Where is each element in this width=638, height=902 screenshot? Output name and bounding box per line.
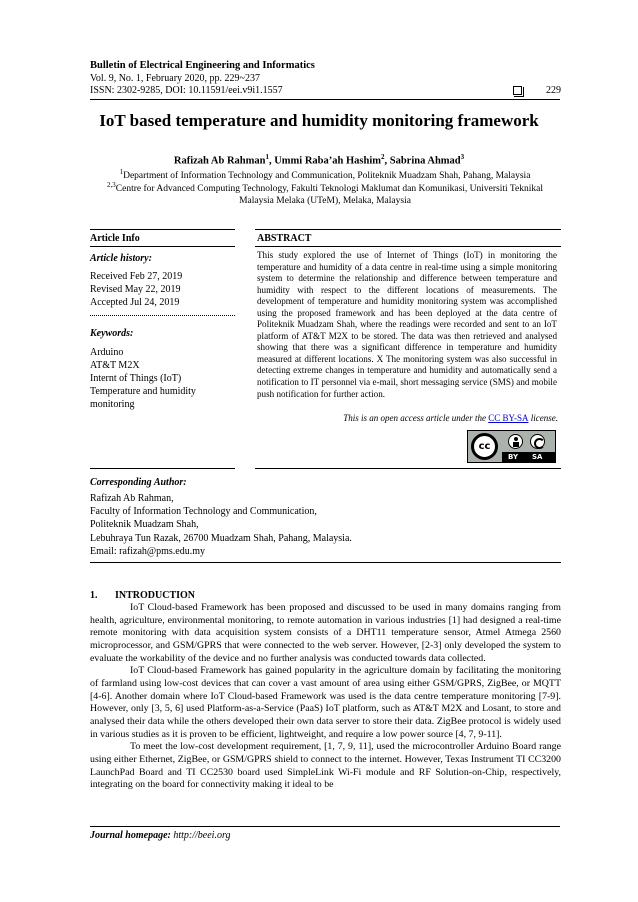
keyword-item: Temperature and humidity — [90, 386, 196, 397]
introduction-body — [90, 602, 561, 792]
license-suffix: license. — [528, 413, 558, 423]
keyword-item: monitoring — [90, 399, 135, 410]
cc-sa-icon — [530, 434, 545, 449]
introduction-heading — [90, 590, 195, 601]
history-item: Accepted Jul 24, 2019 — [90, 297, 180, 308]
corresponding-line: Politeknik Muadzam Shah, — [90, 519, 199, 531]
abstract-head-rule — [255, 246, 561, 247]
cc-logo-icon: cc — [471, 433, 498, 460]
corresponding-line: Lebuhraya Tun Razak, 26700 Muadzam Shah, Pahang, Malaysia. — [90, 532, 352, 544]
corresponding-lines — [90, 492, 352, 558]
author-name: Ummi Raba’ah Hashim — [274, 155, 381, 167]
author-name: Rafizah Ab Rahman — [173, 155, 266, 167]
corresponding-line: Faculty of Information Technology and Communication, — [90, 506, 317, 518]
journal-issn: ISSN: 2302-9285, DOI: 10.11591/eei.v9i1.1557 — [90, 85, 283, 96]
keyword-item: Arduino — [90, 347, 124, 358]
corresponding-bottom-rule — [90, 562, 561, 563]
cc-by-label: BY — [508, 453, 519, 461]
keyword-item: Internt of Things (IoT) — [90, 373, 182, 384]
abstract-top-rule — [255, 229, 561, 230]
box-icon — [513, 86, 522, 95]
author-sup: 1 — [265, 153, 269, 161]
history-item: Received Feb 27, 2019 — [90, 271, 183, 282]
article-info-head-rule — [90, 246, 235, 247]
author-sep: , — [268, 155, 275, 167]
paper-title: IoT based temperature and humidity monitoring framework — [99, 111, 539, 130]
paragraph: IoT Cloud-based Framework has been proposed and discussed to be used in many domains ranging from health, agriculture, environmental monitoring, to remote automation in various industries [1] had designed a real-time remote monitoring with data acquisition system consists of a DHT11 temperature sensor, Atmel Atmega 2560 microprocessor, and GSM/GPRS that were connected to the web server. However, [2-3] only developed the system to evaluate the workability of the device and no further analysis was conducted towards data collected. — [90, 602, 561, 664]
author-sup: 2 — [380, 153, 385, 161]
history-divider — [90, 315, 235, 316]
cc-by-icon — [508, 434, 523, 449]
affiliation-text: Department of Information Technology and Communication, Politeknik Muadzam Shah, Pahang, Malaysia — [123, 171, 531, 182]
corresponding-line: Email: rafizah@pms.edu.my — [90, 545, 206, 557]
keyword-item: AT&T M2X — [90, 360, 140, 371]
page-number: 229 — [546, 85, 561, 96]
journal-name: Bulletin of Electrical Engineering and Informatics — [90, 60, 315, 71]
article-history-heading: Article history: — [90, 253, 152, 264]
article-info-top-rule — [90, 229, 235, 230]
author-sup: 3 — [460, 153, 465, 161]
corresponding-line: Rafizah Ab Rahman, — [90, 493, 174, 504]
homepage-label: Journal homepage — [90, 830, 168, 841]
footer-rule — [90, 826, 560, 827]
paragraph: IoT Cloud-based Framework has gained popularity in the agriculture domain by facilitating the monitoring of farmland using low-cost devices that can cover a vast amount of area using either GSM/GPRS, ZigBee, or MQTT [4-6]. Another domain where IoT Cloud-based Framework was used is the data centre temperature monitoring [7-9]. However, only [3, 5, 6] used Platform-as-a-Service (PaaS) IoT platform, such as AT&T M2X and Losant, to store and analysed their data while the others developed their own data server to store their data. ZigBee protocol is widely used in various studies as it is proven to be efficient, lightweight, and require a low power source [4, 7, 9-11]. — [90, 665, 561, 740]
article-info-heading: Article Info — [90, 233, 140, 244]
abstract-bottom-rule — [255, 468, 561, 469]
affiliation-sup: 1 — [119, 168, 124, 176]
affiliation-2 — [90, 179, 560, 207]
license-prefix: This is an open access article under the — [343, 413, 489, 423]
journal-volume: Vol. 9, No. 1, February 2020, pp. 229~237 — [90, 73, 260, 84]
header-rule — [90, 99, 560, 100]
affiliation-sup: 2,3 — [107, 181, 116, 189]
section-number: 1. — [90, 590, 98, 601]
cc-sa-label: SA — [532, 453, 543, 461]
article-info-bottom-rule — [90, 468, 235, 469]
authors — [0, 153, 638, 167]
author-name: Sabrina Ahmad — [389, 155, 461, 167]
section-title: INTRODUCTION — [115, 590, 196, 601]
abstract-text: This study explored the use of Internet of Things (IoT) in monitoring the temperature and humidity of a data centre in real-time using a simple monitoring system to determine the relationship and difference between temperature and humidity with respect to the different locations of measurements. The development of temperature and humidity monitoring system was accomplished using the proposed framework and has been deployed at the data centre of Politeknik Muadzam Shah, where the readings were recorded and sent to an IoT platform of AT&T M2X to be stored. The data was then retrieved and analysed showing that there was a significant difference in temperature and humidity measured at different locations. X The monitoring system was also successful in detecting extreme changes in temperature and humidity and automatically send a notification to IT personnel via e-mail, short messaging service (SMS) and mobile push notification for further action. — [257, 250, 557, 399]
license-link[interactable]: CC BY-SA — [488, 413, 529, 423]
author-sep: , — [384, 155, 390, 167]
license-line — [343, 413, 558, 423]
article-history-list — [90, 270, 182, 309]
history-item: Revised May 22, 2019 — [90, 284, 181, 295]
abstract-heading: ABSTRACT — [257, 233, 312, 244]
keywords-heading: Keywords: — [90, 328, 134, 339]
affiliation-text: Centre for Advanced Computing Technology, Fakulti Teknologi Maklumat dan Komunikasi, Universiti Teknikal Malaysia Melaka (UTeM), Melaka, Malaysia — [115, 184, 543, 207]
paragraph: To meet the low-cost development requirement, [1, 7, 9, 11], used the microcontroller Arduino Board range using either Ethernet, ZigBee, or GSM/GPRS shield to connect to the internet. However, Texas Instrument TI CC3200 LaunchPad Board and TI CC2530 board used SimpleLink Wi-Fi module and RF Solution-on-Chip, respectively, integrating on the board for connectivity making it ideal to be — [90, 741, 561, 791]
keywords-list — [90, 346, 196, 411]
journal-homepage: Journal homepage: http://beei.org — [90, 830, 231, 841]
homepage-url[interactable]: http://beei.org — [173, 830, 231, 841]
corresponding-heading: Corresponding Author: — [90, 477, 187, 488]
cc-by-sa-badge[interactable] — [467, 430, 556, 463]
